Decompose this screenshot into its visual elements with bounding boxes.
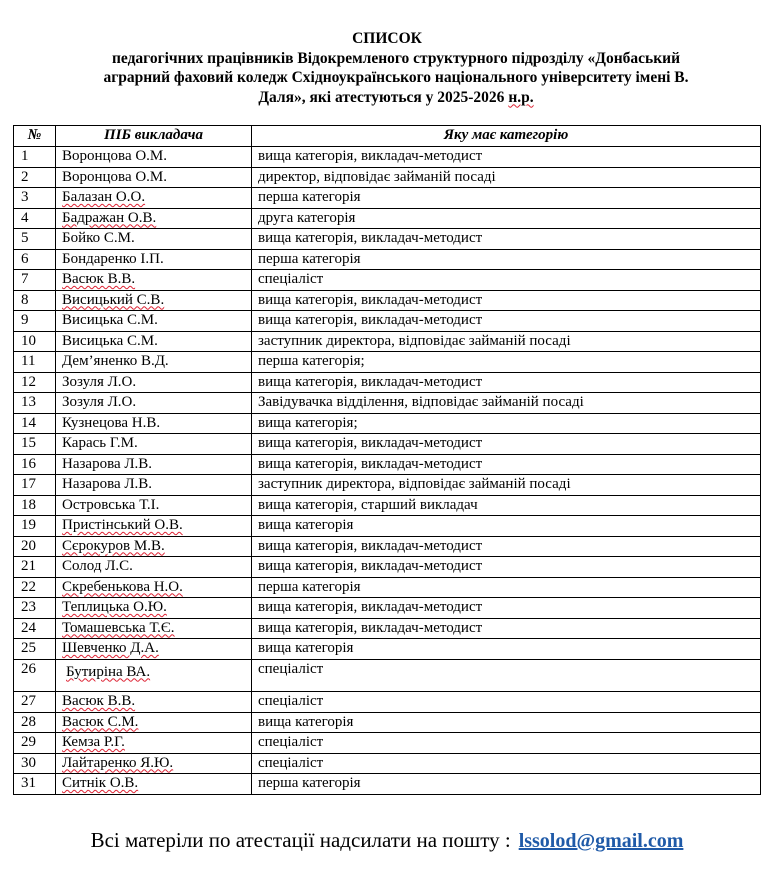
category-cell — [252, 753, 761, 774]
teacher-name-cell — [56, 557, 252, 578]
table-row — [14, 249, 761, 270]
category: вища категорія; — [258, 414, 358, 431]
category: спеціаліст — [258, 660, 324, 677]
row-number-cell — [14, 475, 56, 496]
table-header-row — [14, 126, 761, 147]
category: перша категорія; — [258, 353, 365, 369]
category: директор, відповідає займаній посаді — [258, 168, 496, 185]
header-number: № — [14, 126, 56, 147]
teacher-name: Назарова Л.В. — [62, 455, 153, 472]
row-number-cell — [14, 753, 56, 774]
row-number: 27 — [21, 693, 36, 709]
teacher-name-cell — [56, 692, 252, 713]
category-cell — [252, 229, 761, 250]
email-link[interactable]: lssolod@gmail.com — [518, 830, 684, 852]
teacher-name: Васюк В.В. — [62, 271, 136, 287]
teacher-name-cell — [56, 598, 252, 619]
table-row — [14, 712, 761, 733]
table-row — [14, 147, 761, 168]
row-number-cell — [14, 495, 56, 516]
category: спеціаліст — [258, 693, 324, 709]
teacher-name: Бутиріна ВА. — [66, 663, 151, 680]
row-number-cell — [14, 516, 56, 537]
teacher-name: Висицький С.В. — [62, 291, 165, 308]
row-number-cell — [14, 331, 56, 352]
row-number-cell — [14, 659, 56, 692]
table-row — [14, 311, 761, 332]
table-row — [14, 372, 761, 393]
table-body — [14, 147, 761, 795]
teacher-name-cell — [56, 188, 252, 209]
row-number-cell — [14, 618, 56, 639]
row-number: 15 — [21, 435, 36, 451]
row-number: 17 — [21, 476, 36, 492]
row-number-cell — [14, 249, 56, 270]
table-row — [14, 774, 761, 795]
row-number: 3 — [21, 189, 29, 205]
table-row — [14, 475, 761, 496]
category-cell — [252, 372, 761, 393]
teacher-name-cell — [56, 290, 252, 311]
teacher-name-cell — [56, 167, 252, 188]
table-row — [14, 331, 761, 352]
document-title — [0, 29, 774, 107]
category-cell — [252, 290, 761, 311]
category-cell — [252, 733, 761, 754]
category: друга категорія — [258, 209, 356, 226]
category: вища категорія, викладач-методист — [258, 558, 483, 574]
row-number-cell — [14, 147, 56, 168]
row-number: 24 — [21, 619, 36, 636]
category: перша категорія — [258, 578, 361, 595]
row-number: 10 — [21, 332, 36, 349]
teacher-name: Карась Г.М. — [62, 435, 138, 451]
category: вища категорія — [258, 713, 354, 730]
teacher-name-cell — [56, 733, 252, 754]
category-cell — [252, 352, 761, 373]
teacher-name-cell — [56, 208, 252, 229]
row-number: 31 — [21, 775, 36, 791]
teacher-name-cell — [56, 516, 252, 537]
row-number-cell — [14, 229, 56, 250]
title-subtitle-line-1: педагогічних працівників Відокремленого структурного підрозділу «Донбаський — [111, 49, 681, 67]
teacher-name-cell — [56, 413, 252, 434]
table-row — [14, 557, 761, 578]
teacher-name: Пристінський О.В. — [62, 517, 183, 533]
teacher-name: Теплицька О.Ю. — [62, 599, 167, 615]
table-row — [14, 290, 761, 311]
row-number: 26 — [21, 660, 36, 677]
table-row — [14, 434, 761, 455]
teacher-name: Островська Т.І. — [62, 496, 160, 513]
category: вища категорія — [258, 640, 354, 656]
row-number-cell — [14, 774, 56, 795]
teacher-name-cell — [56, 434, 252, 455]
row-number-cell — [14, 311, 56, 332]
row-number: 25 — [21, 640, 36, 656]
teacher-name: Висицька С.М. — [62, 332, 158, 349]
row-number-cell — [14, 454, 56, 475]
row-number-cell — [14, 413, 56, 434]
teacher-name-cell — [56, 454, 252, 475]
row-number: 19 — [21, 517, 36, 533]
teacher-name: Скребенькова Н.О. — [62, 578, 183, 595]
row-number-cell — [14, 577, 56, 598]
teacher-name-cell — [56, 753, 252, 774]
table-row — [14, 208, 761, 229]
teacher-name: Васюк В.В. — [62, 693, 136, 709]
category: вища категорія, викладач-методист — [258, 291, 483, 308]
category-cell — [252, 331, 761, 352]
category: вища категорія, викладач-методист — [258, 435, 483, 451]
teacher-name-cell — [56, 495, 252, 516]
category-cell — [252, 577, 761, 598]
teacher-name-cell — [56, 393, 252, 414]
row-number: 28 — [21, 713, 36, 730]
table-row — [14, 167, 761, 188]
teacher-name: Бадражан О.В. — [62, 209, 157, 226]
footer-note — [0, 826, 774, 855]
teacher-name: Балазан О.О. — [62, 189, 146, 205]
teacher-name: Сєрокуров М.В. — [62, 537, 165, 554]
category: вища категорія, старший викладач — [258, 496, 478, 513]
teacher-name: Томашевська Т.Є. — [62, 619, 175, 636]
category-cell — [252, 454, 761, 475]
teacher-name: Воронцова О.М. — [62, 168, 168, 185]
category-cell — [252, 598, 761, 619]
row-number-cell — [14, 536, 56, 557]
category: перша категорія — [258, 775, 361, 791]
table-row — [14, 692, 761, 713]
table-row — [14, 516, 761, 537]
table-row — [14, 618, 761, 639]
teacher-name-cell — [56, 147, 252, 168]
category-cell — [252, 618, 761, 639]
table-row — [14, 352, 761, 373]
row-number: 11 — [21, 353, 36, 369]
row-number: 7 — [21, 271, 29, 287]
teacher-name-cell — [56, 618, 252, 639]
row-number: 22 — [21, 578, 36, 595]
row-number: 20 — [21, 537, 36, 554]
table-row — [14, 413, 761, 434]
teacher-name: Ситнік О.В. — [62, 775, 139, 791]
row-number: 23 — [21, 599, 36, 615]
teacher-name-cell — [56, 577, 252, 598]
category: спеціаліст — [258, 754, 324, 771]
teacher-name: Зозуля Л.О. — [62, 394, 137, 410]
category: вища категорія, викладач-методист — [258, 455, 483, 472]
teacher-name: Кемза Р.Г. — [62, 734, 125, 750]
category: заступник директора, відповідає займаній посаді — [258, 332, 571, 349]
table-row — [14, 393, 761, 414]
title-subtitle-line-2: аграрний фаховий коледж Східноукраїнського національного університету імені В. — [103, 69, 689, 86]
category-cell — [252, 434, 761, 455]
category-cell — [252, 712, 761, 733]
teacher-name: Зозуля Л.О. — [62, 373, 137, 390]
row-number: 5 — [21, 230, 29, 246]
row-number-cell — [14, 393, 56, 414]
teacher-name: Бондаренко І.П. — [62, 250, 164, 267]
teacher-name-cell — [56, 639, 252, 660]
category-cell — [252, 249, 761, 270]
category-cell — [252, 536, 761, 557]
table-row — [14, 577, 761, 598]
row-number: 12 — [21, 373, 36, 390]
table-row — [14, 454, 761, 475]
category: спеціаліст — [258, 734, 324, 750]
category-cell — [252, 659, 761, 692]
row-number-cell — [14, 712, 56, 733]
category-cell — [252, 639, 761, 660]
row-number-cell — [14, 167, 56, 188]
teacher-name-cell — [56, 352, 252, 373]
staff-table — [13, 125, 761, 795]
header-category: Яку має категорію — [252, 126, 761, 147]
teacher-name: Дем’яненко В.Д. — [62, 353, 169, 369]
table-row — [14, 536, 761, 557]
teacher-name-cell — [56, 475, 252, 496]
teacher-name: Висицька С.М. — [62, 312, 158, 328]
row-number: 18 — [21, 496, 36, 513]
row-number-cell — [14, 557, 56, 578]
teacher-name: Солод Л.С. — [62, 558, 133, 574]
table-row — [14, 229, 761, 250]
row-number: 8 — [21, 291, 29, 308]
category-cell — [252, 167, 761, 188]
table-row — [14, 659, 761, 692]
category-cell — [252, 495, 761, 516]
teacher-name-cell — [56, 311, 252, 332]
category: Завідувачка відділення, відповідає займаній посаді — [258, 394, 584, 410]
row-number-cell — [14, 188, 56, 209]
category-cell — [252, 188, 761, 209]
row-number-cell — [14, 434, 56, 455]
category: заступник директора, відповідає займаній посаді — [258, 476, 571, 492]
category-cell — [252, 774, 761, 795]
category-cell — [252, 413, 761, 434]
category: вища категорія, викладач-методист — [258, 373, 483, 390]
category-cell — [252, 393, 761, 414]
row-number: 16 — [21, 455, 36, 472]
teacher-name: Воронцова О.М. — [62, 148, 168, 164]
category: вища категорія — [258, 517, 354, 533]
row-number: 1 — [21, 148, 29, 164]
teacher-name-cell — [56, 712, 252, 733]
header-name: ПІБ викладача — [56, 126, 252, 147]
category-cell — [252, 516, 761, 537]
table-row — [14, 733, 761, 754]
teacher-name-cell — [56, 659, 252, 692]
table-row — [14, 495, 761, 516]
title-heading: СПИСОК — [352, 30, 422, 47]
row-number: 30 — [21, 754, 36, 771]
teacher-name-cell — [56, 249, 252, 270]
category-cell — [252, 311, 761, 332]
teacher-name-cell — [56, 774, 252, 795]
row-number-cell — [14, 290, 56, 311]
footer-text: Всі матеріли по атестації надсилати на пошту : — [90, 828, 511, 852]
teacher-name: Назарова Л.В. — [62, 476, 153, 492]
row-number-cell — [14, 208, 56, 229]
teacher-name: Кузнецова Н.В. — [62, 414, 161, 431]
row-number: 6 — [21, 250, 29, 267]
category: перша категорія — [258, 250, 361, 267]
category: вища категорія, викладач-методист — [258, 619, 483, 636]
category-cell — [252, 557, 761, 578]
table-row — [14, 753, 761, 774]
row-number: 9 — [21, 312, 29, 328]
teacher-name: Лайтаренко Я.Ю. — [62, 754, 174, 771]
row-number: 13 — [21, 394, 36, 410]
row-number-cell — [14, 352, 56, 373]
row-number-cell — [14, 372, 56, 393]
row-number-cell — [14, 270, 56, 291]
teacher-name-cell — [56, 331, 252, 352]
row-number-cell — [14, 598, 56, 619]
row-number: 4 — [21, 209, 29, 226]
row-number-cell — [14, 639, 56, 660]
category-cell — [252, 692, 761, 713]
teacher-name-cell — [56, 536, 252, 557]
teacher-name: Васюк С.М. — [62, 713, 139, 730]
category: вища категорія, викладач-методист — [258, 312, 483, 328]
row-number-cell — [14, 733, 56, 754]
row-number: 21 — [21, 558, 36, 574]
teacher-name-cell — [56, 270, 252, 291]
teacher-name: Бойко С.М. — [62, 230, 135, 246]
teacher-name-cell — [56, 372, 252, 393]
category: спеціаліст — [258, 271, 324, 287]
row-number-cell — [14, 692, 56, 713]
title-subtitle-line-3 — [0, 88, 774, 108]
table-row — [14, 598, 761, 619]
category: перша категорія — [258, 189, 361, 205]
category: вища категорія, викладач-методист — [258, 599, 483, 615]
category: вища категорія, викладач-методист — [258, 537, 483, 554]
row-number: 29 — [21, 734, 36, 750]
row-number: 14 — [21, 414, 36, 431]
row-number: 2 — [21, 168, 29, 185]
teacher-name: Шевченко Д.А. — [62, 640, 159, 656]
table-row — [14, 188, 761, 209]
title-subtitle-line-3-main: Даля», які атестуються у 2025-2026 — [258, 88, 509, 106]
category-cell — [252, 475, 761, 496]
table-row — [14, 270, 761, 291]
category-cell — [252, 270, 761, 291]
table-row — [14, 639, 761, 660]
title-academic-year-abbrev: н.р. — [508, 88, 534, 106]
category-cell — [252, 147, 761, 168]
category: вища категорія, викладач-методист — [258, 148, 483, 164]
category: вища категорія, викладач-методист — [258, 230, 483, 246]
category-cell — [252, 208, 761, 229]
teacher-name-cell — [56, 229, 252, 250]
